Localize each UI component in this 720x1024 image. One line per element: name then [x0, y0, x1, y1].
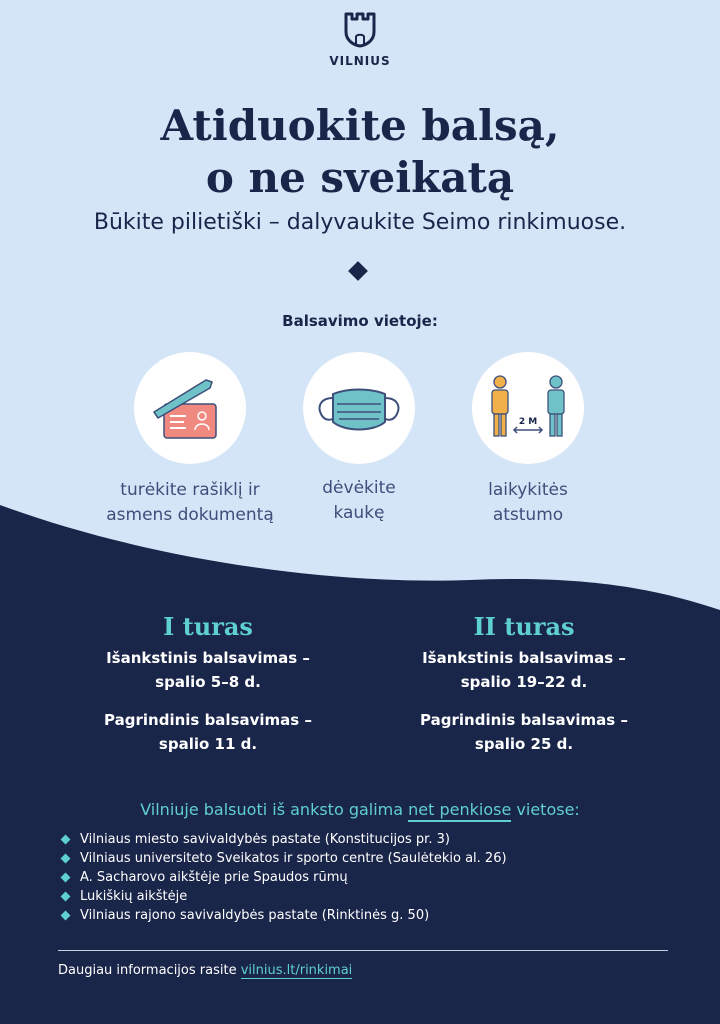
main-voting-label: Pagrindinis balsavimas – — [420, 711, 628, 729]
divider — [58, 950, 668, 951]
castle-tower-icon — [342, 10, 378, 48]
face-mask-icon — [303, 352, 415, 464]
round-2 — [384, 612, 664, 756]
main-voting-label: Pagrindinis balsavimas – — [104, 711, 312, 729]
diamond-bullet-icon — [61, 835, 71, 845]
headline-line-1: Atiduokite balsą, — [160, 101, 560, 150]
main-voting-date: spalio 25 d. — [474, 735, 574, 753]
rule-caption-pen-id: turėkite rašiklį ir asmens dokumentą — [106, 480, 274, 525]
footer-text: Daugiau informacijos rasite — [58, 963, 237, 978]
list-item: Lukiškių aikštėje — [58, 887, 507, 906]
distance-label: 2 M — [518, 417, 538, 427]
early-voting-places-title: Vilniuje balsuoti iš anksto galima net penkiose vietose: — [0, 800, 720, 819]
logo-text: VILNIUS — [329, 54, 391, 68]
footer — [58, 963, 352, 978]
list-item: Vilniaus universiteto Sveikatos ir sporto centre (Saulėtekio al. 26) — [58, 849, 507, 868]
two-meter-distance-icon — [472, 352, 584, 464]
subtitle: Būkite pilietiški – dalyvaukite Seimo rinkimuose. — [93, 210, 627, 235]
early-voting-label: Išankstinis balsavimas – — [106, 649, 310, 667]
early-voting-places-list — [58, 830, 507, 925]
list-item: Vilniaus rajono savivaldybės pastate (Rinktinės g. 50) — [58, 906, 507, 925]
round-title: II turas — [473, 612, 575, 641]
headline-line-2: o ne sveikatą — [205, 153, 515, 202]
early-voting-label: Išankstinis balsavimas – — [422, 649, 626, 667]
rule-caption-distance: laikykitės atstumo — [488, 480, 568, 525]
highlighted-text: net penkiose — [408, 800, 511, 822]
diamond-bullet-icon — [61, 873, 71, 883]
diamond-bullet-icon — [61, 892, 71, 902]
early-voting-dates: spalio 19–22 d. — [460, 673, 588, 691]
main-voting-date: spalio 11 d. — [158, 735, 258, 753]
pen-and-id-card-icon — [134, 352, 246, 464]
round-title: I turas — [163, 612, 253, 641]
list-item: Vilniaus miesto savivaldybės pastate (Konstitucijos pr. 3) — [58, 830, 507, 849]
list-item: A. Sacharovo aikštėje prie Spaudos rūmų — [58, 868, 507, 887]
early-voting-dates: spalio 5–8 d. — [155, 673, 261, 691]
diamond-bullet-icon — [61, 911, 71, 921]
vilnius-logo[interactable] — [310, 10, 410, 68]
footer-link[interactable]: vilnius.lt/rinkimai — [240, 963, 353, 978]
diamond-bullet-icon — [61, 854, 71, 864]
rule-caption-mask: dėvėkite kaukę — [322, 478, 396, 523]
round-1 — [68, 612, 348, 756]
voting-rules-title: Balsavimo vietoje: — [282, 312, 438, 330]
